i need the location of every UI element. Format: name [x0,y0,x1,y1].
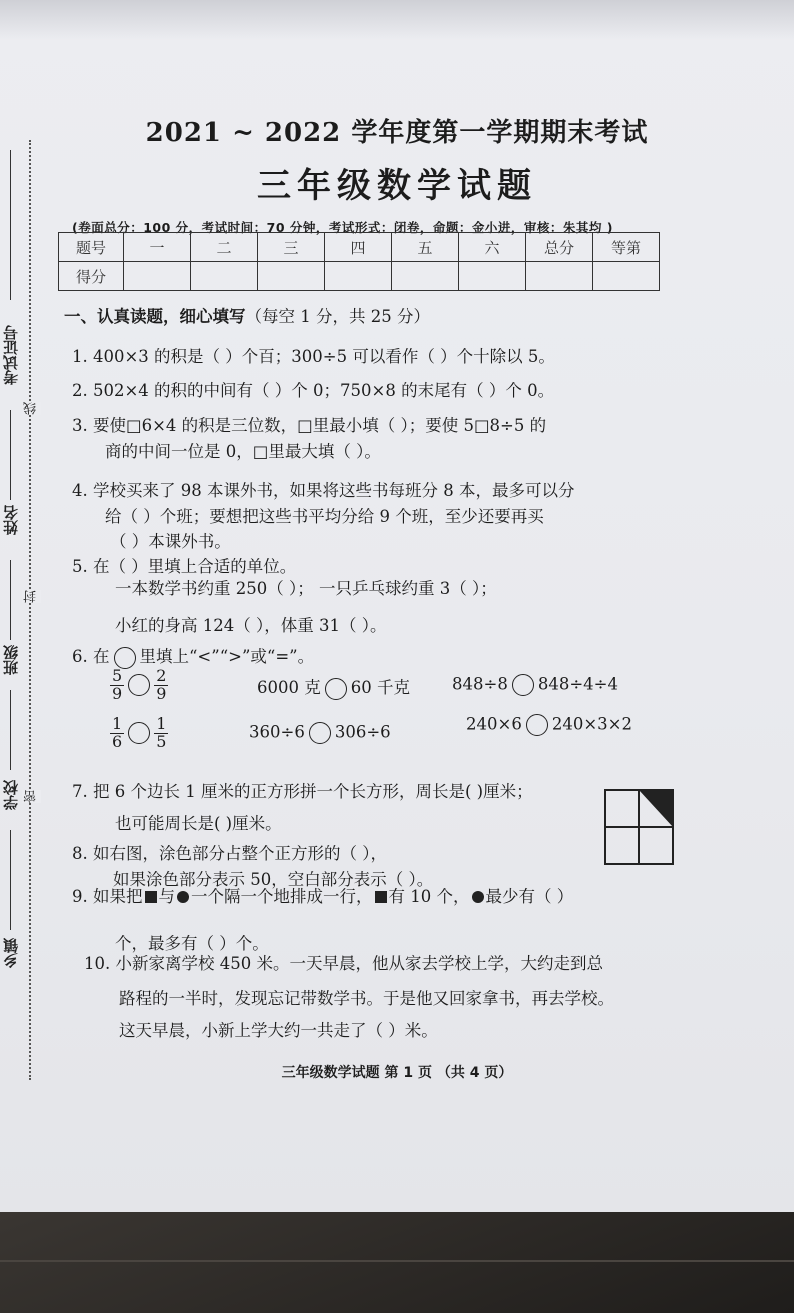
compare-item [110,716,168,751]
question-9-text: 9. 如果把 [72,887,143,906]
section-1-heading [64,303,430,327]
fraction-denominator: 5 [156,731,167,751]
exam-meta: (卷面总分：100 分，考试时间：70 分钟，考试形式：闭卷，命题：金小进，审核：朱其均 ) [72,220,613,235]
fraction-numerator: 1 [156,714,167,733]
compare-circle-icon[interactable] [325,678,347,700]
question-8-line-2: 如果涂色部分表示 50，空白部分表示（ ）。 [113,870,434,889]
question-5-line-2: 一本数学书约重 250（ ）； 一只乒乓球约重 3（ ）； [115,579,497,598]
score-cell[interactable] [526,262,593,291]
square-grid-figure [603,788,675,866]
compare-right: 306÷6 [334,722,391,742]
score-row-label: 得分 [59,262,124,291]
score-header-cell: 一 [124,233,191,262]
compare-circle-icon[interactable] [309,722,331,744]
compare-left: 848÷8 [452,674,508,694]
margin-town-label: 乡镇 [2,938,20,968]
exam-title: 2021 ~ 2022 学年度第一学期期末考试 [145,118,649,148]
fraction [154,668,168,703]
score-header-cell: 题号 [59,233,124,262]
black-dot-icon [472,891,484,903]
compare-left: 240×6 [466,714,522,734]
shaded-triangle [639,790,673,827]
fraction [110,668,124,703]
compare-circle-icon[interactable] [128,674,150,696]
compare-circle-icon[interactable] [526,714,548,736]
margin-close-mark: 密 [24,790,39,803]
question-4-line-2: 给（ ）个班；要想把这些书平均分给 9 个班，至少还要再买 [105,507,544,526]
compare-left: 6000 克 [257,678,321,697]
score-table [58,232,660,291]
question-5-line-3: 小红的身高 124（ ），体重 31（ ）。 [115,616,387,635]
compare-right: 848÷4÷4 [537,674,618,694]
score-header-cell: 四 [325,233,392,262]
compare-item [249,722,391,744]
compare-item [257,674,410,700]
margin-class-label: 班级 [2,645,20,675]
score-header-cell: 等第 [593,233,660,262]
question-8-line-1: 8. 如右图，涂色部分占整个正方形的（ ）， [72,844,387,863]
question-4-line-3: （ ）本课外书。 [110,532,231,551]
compare-item [452,674,618,696]
black-square-icon [375,891,387,903]
fraction-denominator: 9 [112,683,123,703]
margin-exam-no-label: 考试证号 [2,325,20,385]
question-6-tail: 里填上“<”“>”或“=”。 [139,647,315,666]
fraction-denominator: 6 [112,731,123,751]
margin-line-mark: 线 [24,402,39,415]
compare-item [110,668,168,703]
question-10-line-3: 这天早晨，小新上学大约一共走了（ ）米。 [119,1021,438,1040]
question-10-line-2: 路程的一半时，发现忘记带数学书。于是他又回家拿书，再去学校。 [119,989,614,1008]
fraction-numerator: 5 [112,666,123,685]
question-5-line-1: 5. 在（ ）里填上合适的单位。 [72,557,297,576]
score-header-cell: 三 [258,233,325,262]
question-9-text: 有 10 个， [388,887,470,906]
margin-rule [10,410,11,500]
margin-school-label: 学校 [2,780,20,810]
compare-left: 360÷6 [249,722,305,742]
fraction-denominator: 9 [156,683,167,703]
score-header-cell: 总分 [526,233,593,262]
score-cell[interactable] [325,262,392,291]
question-9-text: 与 [158,887,175,906]
background-surface [0,1212,794,1313]
score-cell[interactable] [258,262,325,291]
question-9-text: 一个隔一个地排成一行， [191,887,373,906]
exam-subtitle: 三年级数学试题 [257,166,537,206]
score-cell[interactable] [459,262,526,291]
binding-dotted-line [29,140,31,1080]
question-9-text: 最少有（ ） [485,887,574,906]
margin-seal-mark: 封 [24,590,39,603]
paper-shadow [0,0,794,40]
question-7-line-2: 也可能周长是( )厘米。 [115,814,282,833]
fraction-numerator: 2 [156,666,167,685]
question-3-line-1: 3. 要使□6×4 的积是三位数，□里最小填（ ）；要使 5□8÷5 的 [72,416,547,435]
compare-circle-icon[interactable] [128,722,150,744]
question-2: 2. 502×4 的积的中间有（ ）个 0；750×8 的末尾有（ ）个 0。 [72,381,555,400]
score-table-score-row [59,262,660,291]
section-1-note: （每空 1 分，共 25 分） [245,307,430,326]
question-6-text: 6. 在 [72,647,110,666]
margin-rule [10,830,11,930]
compare-right: 60 千克 [350,678,410,697]
score-header-cell: 六 [459,233,526,262]
margin-rule [10,690,11,770]
margin-rule [10,560,11,640]
question-7-line-1: 7. 把 6 个边长 1 厘米的正方形拼一个长方形，周长是( )厘米； [72,782,533,801]
background-edge [0,1260,794,1262]
score-table-header-row [59,233,660,262]
section-1-title: 一、认真读题，细心填写 [64,307,246,326]
score-cell[interactable] [593,262,660,291]
question-3-line-2: 商的中间一位是 0，□里最大填（ ）。 [105,442,381,461]
question-4-line-1: 4. 学校买来了 98 本课外书，如果将这些书每班分 8 本，最多可以分 [72,481,575,500]
fraction-numerator: 1 [112,714,123,733]
score-cell[interactable] [124,262,191,291]
compare-right: 240×3×2 [551,714,632,734]
fraction [154,716,168,751]
question-9-line-2: 个，最多有（ ）个。 [115,934,269,953]
black-square-icon [145,891,157,903]
question-10-line-1: 10. 小新家离学校 450 米。一天早晨，他从家去学校上学，大约走到总 [84,954,603,973]
score-header-cell: 二 [191,233,258,262]
compare-item [466,714,632,736]
score-cell[interactable] [392,262,459,291]
score-header-cell: 五 [392,233,459,262]
black-dot-icon [177,891,189,903]
question-6-heading [72,643,314,669]
question-9-line-1 [72,883,573,907]
fraction [110,716,124,751]
margin-name-label: 姓名 [2,505,20,535]
page-footer: 三年级数学试题 第 1 页 （共 4 页） [281,1065,513,1081]
score-cell[interactable] [191,262,258,291]
question-1: 1. 400×3 的积是（ ）个百；300÷5 可以看作（ ）个十除以 5。 [72,347,555,366]
compare-circle-icon[interactable] [512,674,534,696]
